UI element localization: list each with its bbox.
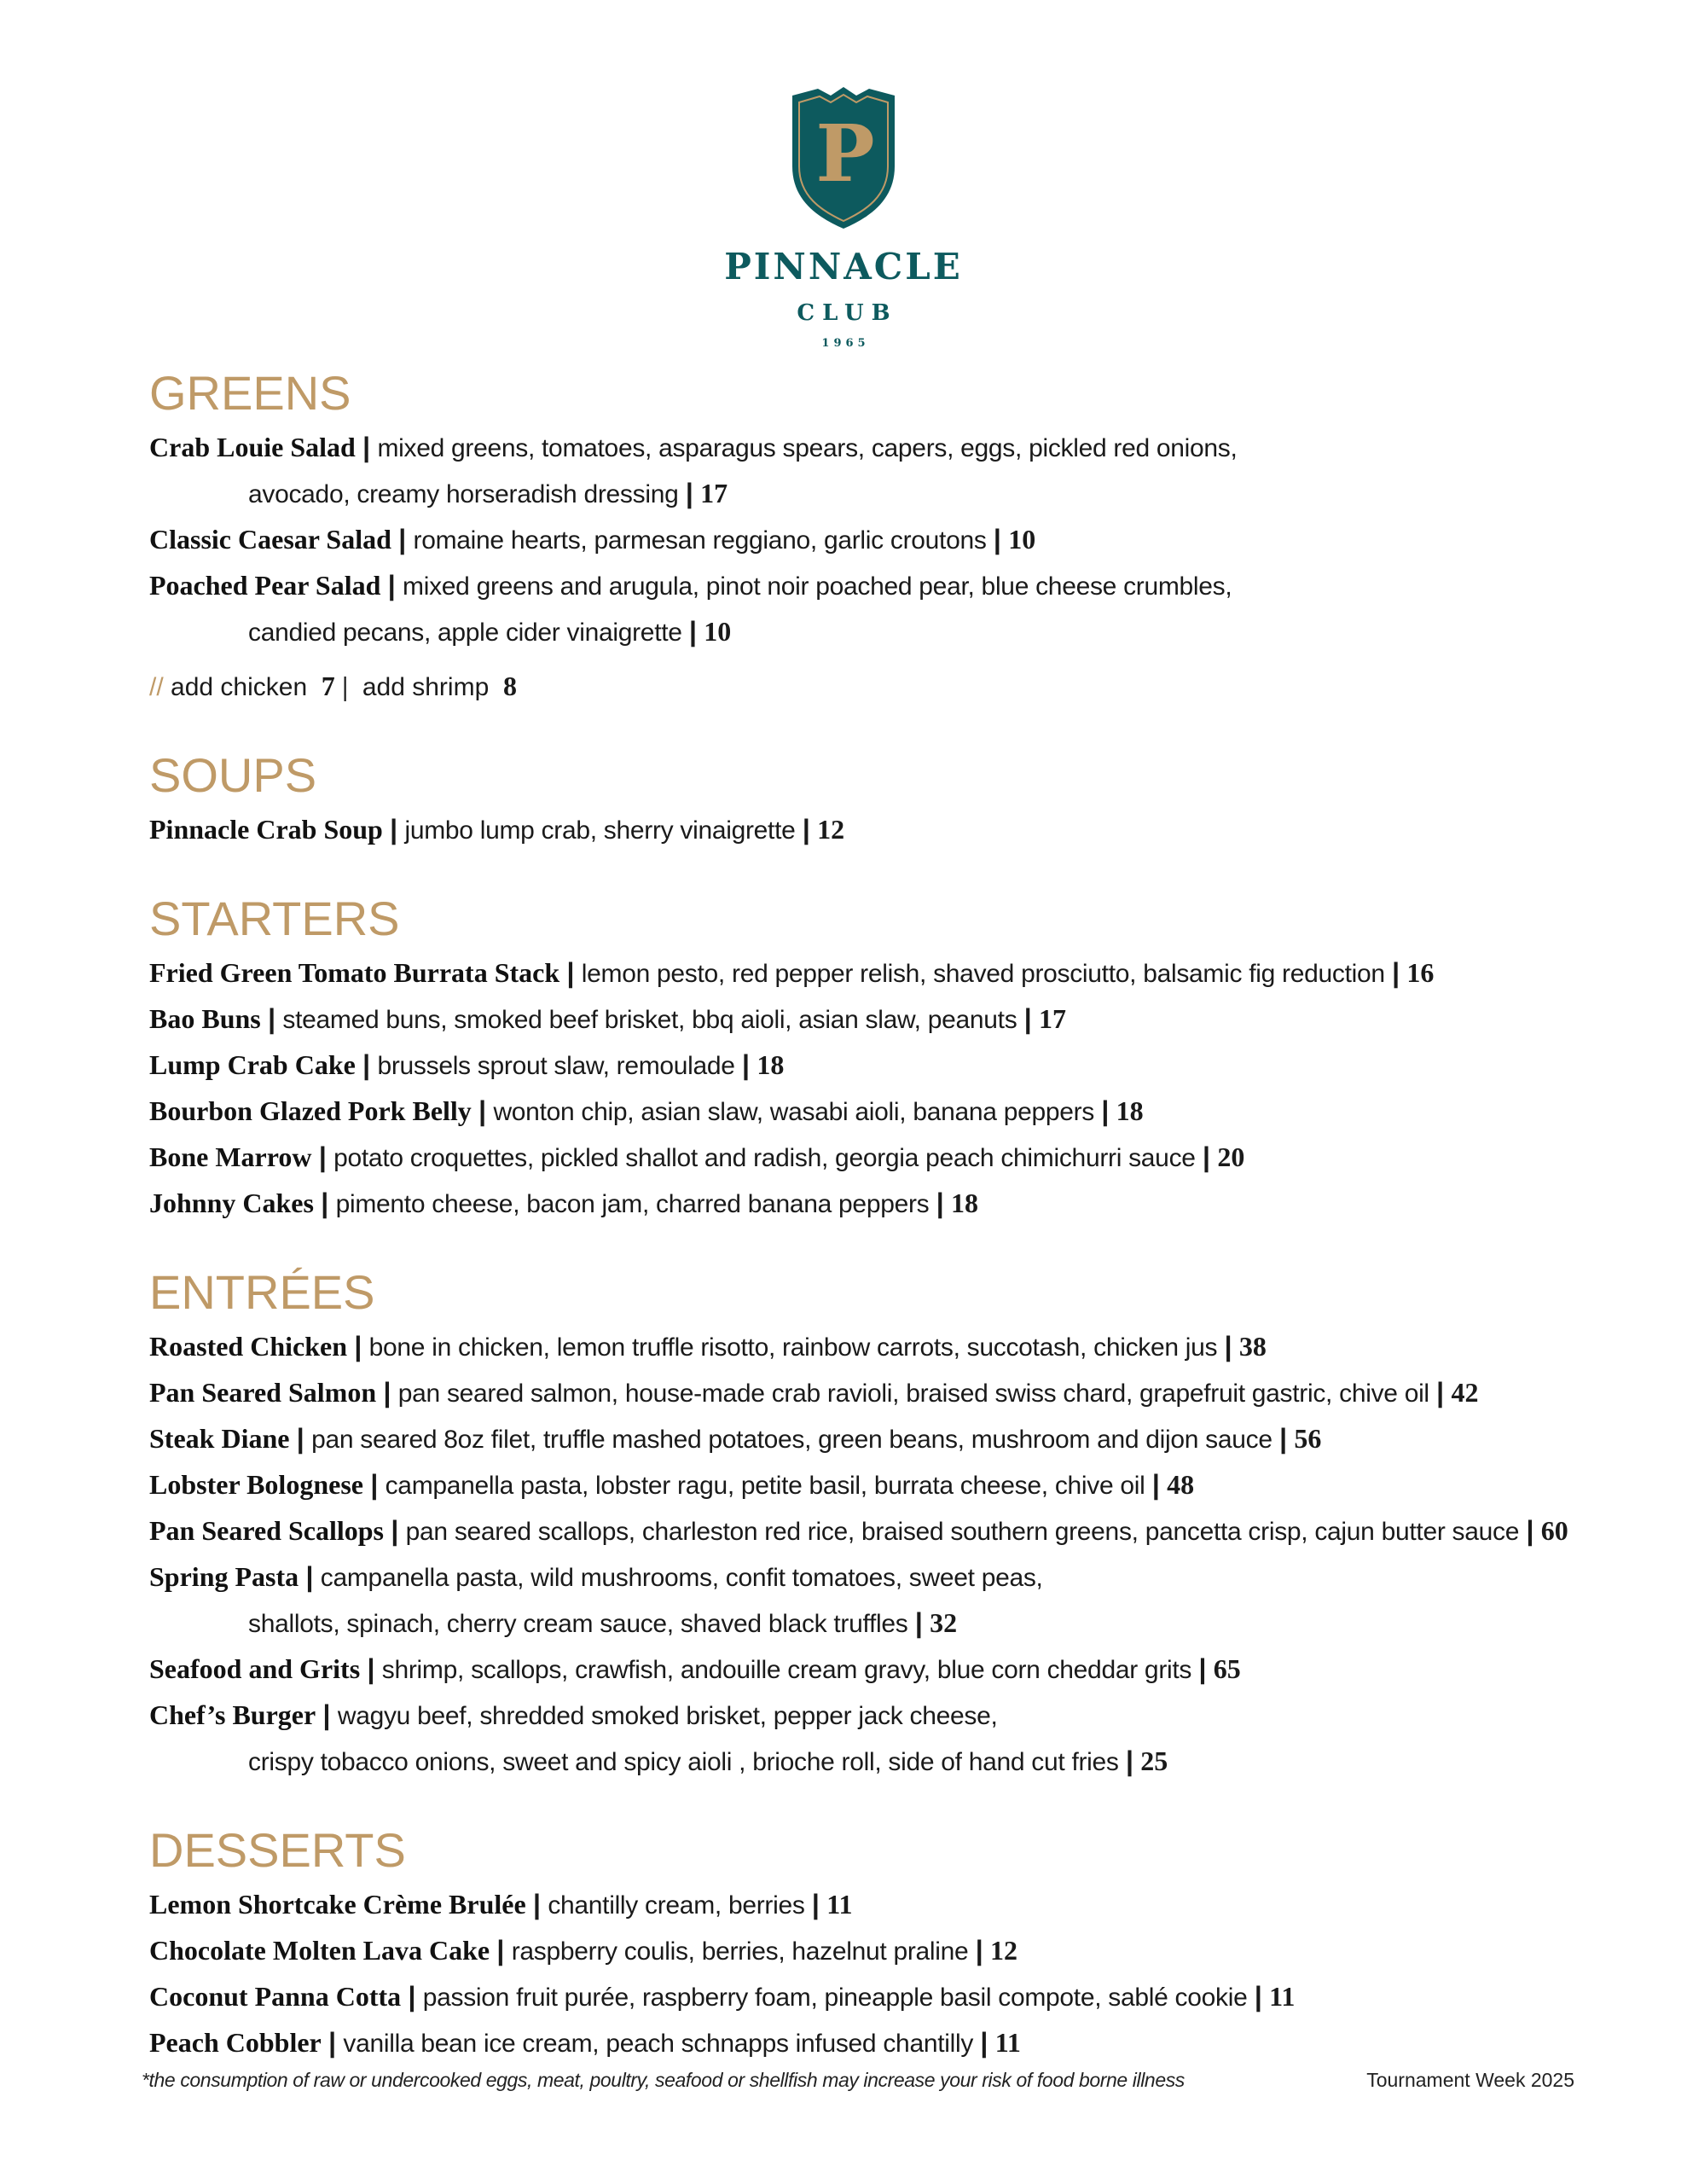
separator: | (305, 1561, 314, 1592)
brand-sub: CLUB (797, 300, 898, 326)
item-name: Peach Cobbler (149, 2027, 322, 2058)
menu-item (149, 1928, 1616, 1974)
club-logo (0, 85, 1687, 349)
separator: | (980, 2027, 988, 2058)
item-description: steamed buns, smoked beef brisket, bbq aioli, asian slaw, peanuts (282, 1006, 1017, 1034)
separator: | (1254, 1981, 1262, 2012)
item-description: mixed greens, tomatoes, asparagus spears, capers, eggs, pickled red onions, (377, 434, 1238, 462)
menu-item (149, 1647, 1616, 1693)
item-description: bone in chicken, lemon truffle risotto, rainbow carrots, succotash, chicken jus (368, 1333, 1218, 1362)
section-title-soups: SOUPS (149, 748, 317, 802)
section-starters (149, 891, 1616, 1227)
item-price: 16 (1406, 957, 1435, 988)
separator: | (914, 1607, 923, 1638)
item-name: Lemon Shortcake Crème Brulée (149, 1889, 526, 1920)
separator: | (811, 1889, 820, 1920)
item-price: 65 (1213, 1653, 1241, 1684)
item-description: crispy tobacco onions, sweet and spicy aioli , brioche roll, side of hand cut fries (248, 1748, 1119, 1776)
separator: | (1125, 1745, 1133, 1776)
item-description: pan seared scallops, charleston red rice, braised southern greens, pancetta crisp, cajun butter sauce (405, 1518, 1520, 1546)
menu-item (149, 1135, 1616, 1181)
separator: | (387, 570, 396, 601)
item-price: 10 (704, 616, 732, 647)
separator: | (975, 1935, 983, 1966)
separator: | (566, 957, 575, 988)
item-description: raspberry coulis, berries, hazelnut praline (511, 1937, 969, 1966)
item-price: 11 (1269, 1981, 1296, 2012)
separator: | (1436, 1377, 1445, 1408)
menu-item (149, 1974, 1616, 2020)
item-name: Lobster Bolognese (149, 1469, 363, 1500)
separator: | (742, 1049, 750, 1080)
menu-item (149, 1416, 1616, 1462)
addons-line (149, 664, 1616, 710)
item-price: 56 (1294, 1423, 1322, 1454)
item-price: 12 (817, 814, 845, 845)
separator: | (398, 524, 407, 555)
section-soups (149, 747, 1616, 853)
item-price: 60 (1540, 1515, 1568, 1546)
section-title-greens: GREENS (149, 366, 351, 420)
separator: | (296, 1423, 304, 1454)
separator: | (391, 1515, 399, 1546)
addon-shrimp-label: add shrimp (362, 673, 490, 701)
brand-year: 1965 (821, 337, 870, 350)
event-label: Tournament Week 2025 (1366, 2069, 1574, 2091)
item-name: Pinnacle Crab Soup (149, 814, 383, 845)
item-price: 11 (826, 1889, 853, 1920)
section-greens (149, 365, 1616, 710)
item-description: shrimp, scallops, crawfish, andouille cream gravy, blue corn cheddar grits (381, 1656, 1192, 1684)
item-name: Chocolate Molten Lava Cake (149, 1935, 490, 1966)
separator: | (328, 2027, 337, 2058)
menu-item (149, 1508, 1616, 1554)
separator: | (322, 1699, 331, 1730)
separator: | (802, 814, 810, 845)
menu-item (149, 563, 1616, 609)
item-name: Roasted Chicken (149, 1331, 348, 1362)
separator: | (1224, 1331, 1232, 1362)
addon-shrimp-price: 8 (502, 671, 517, 701)
addon-slashes: // (149, 673, 164, 701)
menu-item-continued (149, 1739, 1616, 1785)
crest-icon (784, 85, 903, 230)
item-price: 42 (1451, 1377, 1479, 1408)
menu-item (149, 1693, 1616, 1739)
item-name: Bourbon Glazed Pork Belly (149, 1095, 472, 1126)
item-name: Seafood and Grits (149, 1653, 361, 1684)
separator: | (383, 1377, 391, 1408)
item-description: romaine hearts, parmesan reggiano, garlic croutons (413, 526, 987, 555)
item-price: 20 (1217, 1141, 1245, 1172)
item-price: 25 (1140, 1745, 1168, 1776)
separator: | (390, 814, 398, 845)
section-title-desserts: DESSERTS (149, 1823, 406, 1877)
separator: | (936, 1188, 944, 1218)
separator: | (367, 1653, 375, 1684)
menu-item (149, 1370, 1616, 1416)
menu-item (149, 1043, 1616, 1089)
separator: | (370, 1469, 379, 1500)
section-title-entrees: ENTRÉES (149, 1265, 375, 1319)
menu-item (149, 996, 1616, 1043)
separator: | (685, 478, 693, 508)
separator: | (408, 1981, 416, 2012)
item-price: 17 (1039, 1003, 1067, 1034)
menu-item (149, 425, 1616, 471)
item-name: Classic Caesar Salad (149, 524, 391, 555)
menu-item (149, 517, 1616, 563)
item-description: pan seared salmon, house-made crab ravioli, braised swiss chard, grapefruit gastric, chive oil (397, 1380, 1429, 1408)
separator: | (1203, 1141, 1210, 1172)
item-price: 11 (994, 2027, 1021, 2058)
item-description: shallots, spinach, cherry cream sauce, shaved black truffles (248, 1610, 908, 1638)
item-price: 17 (700, 478, 728, 508)
item-name: Poached Pear Salad (149, 570, 381, 601)
item-name: Johnny Cakes (149, 1188, 314, 1218)
item-description: chantilly cream, berries (548, 1891, 805, 1920)
item-description: potato croquettes, pickled shallot and radish, georgia peach chimichurri sauce (333, 1144, 1196, 1172)
crest-letter: P (815, 107, 875, 200)
addon-chicken-label: add chicken (171, 673, 308, 701)
item-description: avocado, creamy horseradish dressing (248, 480, 679, 508)
item-description: passion fruit purée, raspberry foam, pineapple basil compote, sablé cookie (422, 1984, 1248, 2012)
item-name: Coconut Panna Cotta (149, 1981, 402, 2012)
separator: | (354, 1331, 362, 1362)
separator: | (1023, 1003, 1032, 1034)
menu-item (149, 1462, 1616, 1508)
item-name: Bone Marrow (149, 1141, 312, 1172)
separator: | (362, 1049, 371, 1080)
menu-item (149, 2020, 1616, 2066)
separator: | (362, 432, 371, 462)
separator: | (1392, 957, 1400, 988)
addon-chicken-price: 7 (321, 671, 335, 701)
item-name: Spring Pasta (149, 1561, 299, 1592)
separator: | (268, 1003, 276, 1034)
item-price: 12 (990, 1935, 1018, 1966)
menu-item (149, 1181, 1616, 1227)
separator: | (1279, 1423, 1288, 1454)
menu-item (149, 1324, 1616, 1370)
item-price: 10 (1008, 524, 1036, 555)
item-description: pan seared 8oz filet, truffle mashed potatoes, green beans, mushroom and dijon sauce (311, 1426, 1272, 1454)
menu-item (149, 950, 1616, 996)
separator: | (533, 1889, 541, 1920)
menu-item (149, 807, 1616, 853)
item-name: Bao Buns (149, 1003, 261, 1034)
separator: | (318, 1141, 327, 1172)
separator: | (689, 616, 697, 647)
item-description: wonton chip, asian slaw, wasabi aioli, banana peppers (493, 1098, 1095, 1126)
menu-content (149, 365, 1616, 2104)
item-name: Crab Louie Salad (149, 432, 356, 462)
separator: | (478, 1095, 487, 1126)
item-description: brussels sprout slaw, remoulade (377, 1052, 735, 1080)
item-name: Chef’s Burger (149, 1699, 316, 1730)
menu-item (149, 1882, 1616, 1928)
item-description: candied pecans, apple cider vinaigrette (248, 619, 682, 647)
item-description: pimento cheese, bacon jam, charred banana peppers (335, 1190, 930, 1218)
separator: | (993, 524, 1001, 555)
separator: | (496, 1935, 505, 1966)
item-description: wagyu beef, shredded smoked brisket, pepper jack cheese, (337, 1702, 998, 1730)
menu-item-continued (149, 471, 1616, 517)
item-name: Lump Crab Cake (149, 1049, 356, 1080)
separator: | (342, 671, 349, 701)
item-price: 32 (930, 1607, 958, 1638)
item-price: 18 (757, 1049, 785, 1080)
item-name: Pan Seared Scallops (149, 1515, 384, 1546)
item-price: 38 (1238, 1331, 1267, 1362)
separator: | (321, 1188, 329, 1218)
menu-item-continued (149, 609, 1616, 655)
item-name: Steak Diane (149, 1423, 290, 1454)
item-description: vanilla bean ice cream, peach schnapps infused chantilly (343, 2030, 974, 2058)
menu-item-continued (149, 1600, 1616, 1647)
item-price: 18 (1116, 1095, 1144, 1126)
item-description: mixed greens and arugula, pinot noir poached pear, blue cheese crumbles, (403, 572, 1232, 601)
brand-name: PINNACLE (724, 246, 963, 288)
item-description: campanella pasta, wild mushrooms, confit tomatoes, sweet peas, (320, 1564, 1043, 1592)
section-desserts (149, 1822, 1616, 2066)
separator: | (1101, 1095, 1110, 1126)
food-safety-disclaimer: *the consumption of raw or undercooked eggs, meat, poultry, seafood or shellfish may increase your risk of food borne illness (142, 2069, 1185, 2091)
menu-item (149, 1089, 1616, 1135)
item-price: 48 (1167, 1469, 1195, 1500)
item-description: lemon pesto, red pepper relish, shaved prosciutto, balsamic fig reduction (581, 960, 1385, 988)
separator: | (1526, 1515, 1534, 1546)
section-title-starters: STARTERS (149, 892, 400, 945)
item-description: campanella pasta, lobster ragu, petite basil, burrata cheese, chive oil (385, 1472, 1145, 1500)
item-price: 18 (951, 1188, 978, 1218)
menu-item (149, 1554, 1616, 1600)
item-name: Fried Green Tomato Burrata Stack (149, 957, 560, 988)
separator: | (1151, 1469, 1160, 1500)
separator: | (1198, 1653, 1207, 1684)
section-entrees (149, 1264, 1616, 1785)
item-name: Pan Seared Salmon (149, 1377, 377, 1408)
item-description: jumbo lump crab, sherry vinaigrette (404, 816, 796, 845)
